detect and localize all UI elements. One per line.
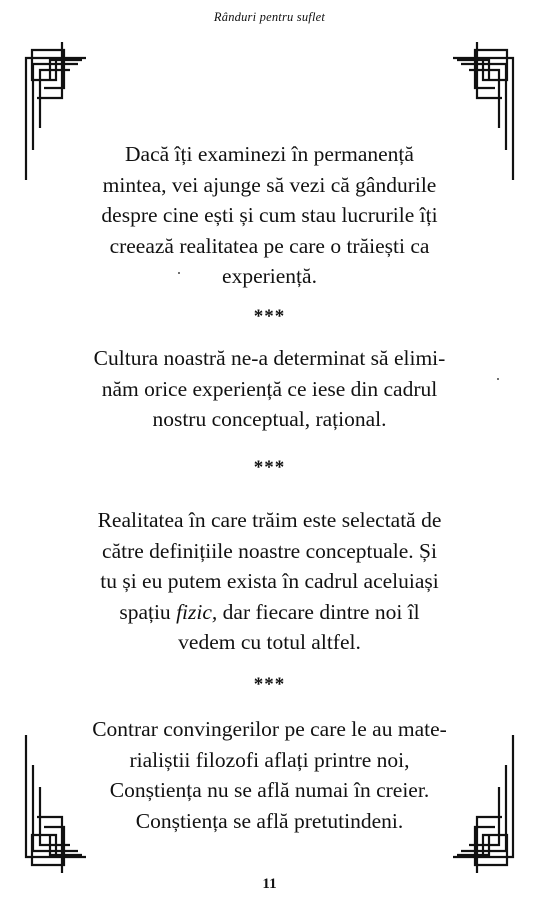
paragraph-line: creează realitatea pe care o trăiești ca: [109, 233, 430, 258]
paragraph-line: Contrar convingerilor pe care le au mate-: [92, 717, 447, 741]
text-run: dar fiecare dintre noi îl: [217, 599, 420, 624]
paragraph-line: Realitatea în care trăim este selectată de: [97, 508, 442, 532]
paragraph-line: către definițiile noastre conceptuale. Și: [102, 538, 437, 563]
paragraph-line: [40, 597, 499, 628]
section-separator: ***: [253, 306, 286, 327]
paragraph-line: Conștiența nu se află numai în creier.: [109, 778, 430, 802]
text-run: spațiu: [119, 599, 177, 624]
paragraph-line: năm orice experiență ce iese din cadrul: [101, 376, 438, 401]
paragraph-line: Dacă îți examinezi în permanență: [125, 142, 414, 166]
italic-word: fizic,: [176, 599, 218, 624]
paragraph-line: mintea, vei ajunge să vezi că gândurile: [102, 172, 437, 197]
paragraph-line: Cultura noastră ne-a determinat să elimi-: [93, 346, 446, 370]
paragraph-line: rialiștii filozofi aflați printre noi,: [129, 747, 410, 772]
page-number: 11: [262, 876, 277, 892]
paragraph-line: despre cine ești și cum stau lucrurile îți: [101, 203, 438, 227]
print-speck: [497, 378, 499, 380]
paragraph-line: Conștiența se află pretutindeni.: [135, 808, 404, 833]
paragraph-4: [40, 714, 499, 836]
section-separator: ***: [253, 674, 286, 695]
print-speck: [178, 272, 180, 274]
paragraph-2: [40, 343, 499, 435]
running-header: Rânduri pentru suflet: [213, 10, 326, 24]
paragraph-line: experiență.: [222, 264, 317, 288]
paragraph-line: nostru conceptual, rațional.: [152, 407, 387, 431]
paragraph-line: tu și eu putem exista în cadrul aceluiași: [100, 569, 439, 593]
paragraph-line: vedem cu totul altfel.: [178, 630, 361, 654]
section-separator: ***: [253, 457, 286, 478]
paragraph-3: [40, 505, 499, 658]
paragraph-1: [40, 139, 499, 292]
